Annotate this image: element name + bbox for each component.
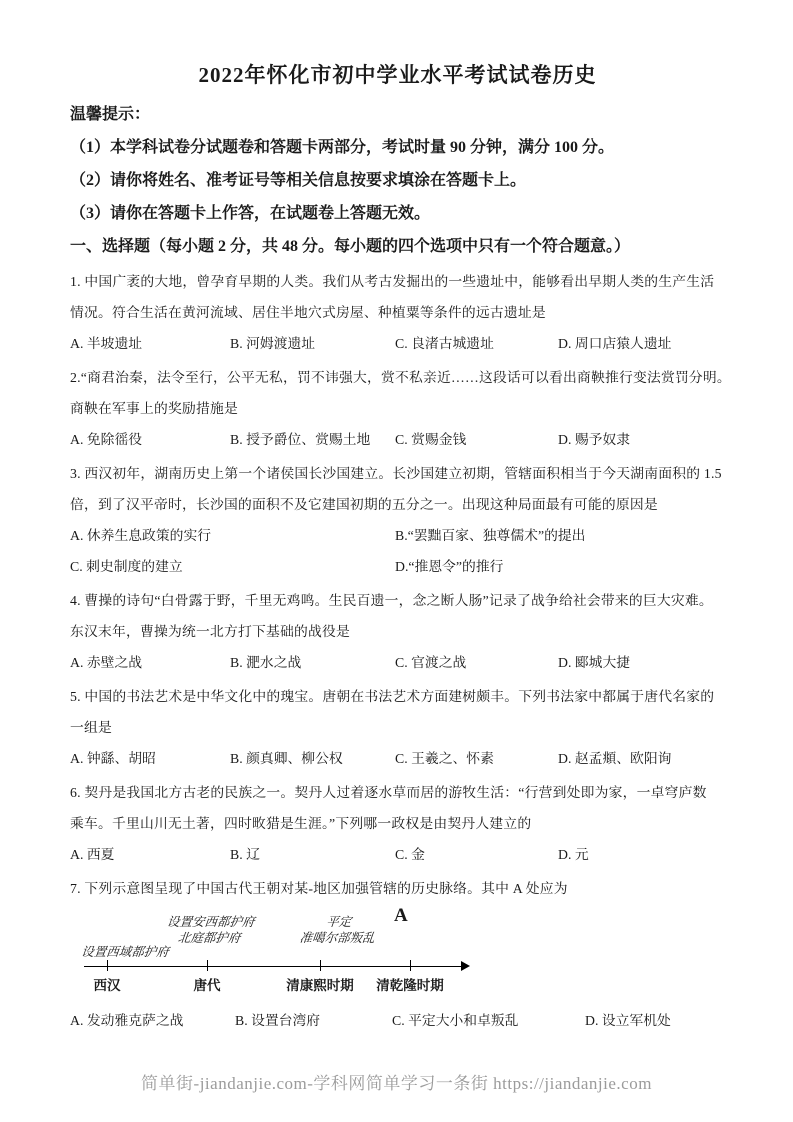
question-6: [70, 777, 725, 870]
question-5-options: [70, 743, 725, 774]
timeline-event-label: 平定: [325, 915, 353, 929]
question-1: [70, 266, 725, 359]
question-2-options: [70, 424, 725, 455]
option-c: C. 刺史制度的建立: [70, 559, 183, 574]
question-1-line-2: 情况。符合生活在黄河流域、居住半地穴式房屋、种植粟等条件的远古遗址是: [70, 305, 546, 320]
timeline-event-label: 设置西域都护府: [80, 945, 170, 959]
question-4-line-1: 4. 曹操的诗句“白骨露于野，千里无鸡鸣。生民百遗一，念之断人肠”记录了战争给社会带来的巨大灾难。: [70, 593, 713, 608]
option-d: D. 赵孟頫、欧阳询: [558, 751, 672, 766]
question-5-line-2: 一组是: [70, 720, 112, 735]
era-label-xihan: 西汉: [93, 978, 121, 993]
option-d: D. 设立军机处: [585, 1013, 671, 1028]
option-b: B. 辽: [230, 847, 260, 862]
timeline-axis: [84, 966, 462, 967]
question-6-line-2: 乘车。千里山川无土著，四时畋猎是生涯。”下列哪一政权是由契丹人建立的: [70, 816, 532, 831]
option-d: D. 赐予奴隶: [558, 432, 631, 447]
timeline-tick: [207, 960, 208, 971]
question-2-line-2: 商鞅在军事上的奖励措施是: [70, 401, 238, 416]
option-c: C. 平定大小和卓叛乱: [392, 1013, 519, 1028]
question-2-line-1: 2.“商君治秦，法令至行，公平无私，罚不讳强大，赏不私亲近……这段话可以看出商鞅推行变法赏罚分明。: [70, 370, 731, 385]
question-7: [70, 873, 725, 1036]
question-6-options: [70, 839, 725, 870]
question-1-options: [70, 328, 725, 359]
timeline-tick: [410, 960, 411, 971]
timeline-event-label: 设置安西都护府: [166, 915, 256, 929]
option-b: B. 授予爵位、赏赐土地: [230, 432, 371, 447]
question-2: [70, 362, 731, 455]
question-5-line-1: 5. 中国的书法艺术是中华文化中的瑰宝。唐朝在书法艺术方面建树颇丰。下列书法家中都属于唐代名家的: [70, 689, 715, 704]
option-b: B. 颜真卿、柳公权: [230, 751, 343, 766]
footer-watermark: 简单街-jiandanjie.com-学科网简单学习一条街 https://jiandanjie.com: [141, 1074, 652, 1093]
option-a: A. 赤壁之战: [70, 655, 143, 670]
option-a: A. 发动雅克萨之战: [70, 1013, 184, 1028]
timeline-marker-a: A: [394, 905, 408, 926]
option-b: B. 设置台湾府: [235, 1013, 321, 1028]
section-header: 一、选择题（每小题 2 分，共 48 分。每小题的四个选项中只有一个符合题意。）: [70, 238, 631, 255]
timeline-event-anxi-beiting: [165, 914, 256, 946]
timeline-event-label: 准噶尔部叛乱: [298, 931, 376, 945]
option-c: C. 官渡之战: [395, 655, 467, 670]
notice-block: [70, 98, 725, 230]
option-b: B. 河姆渡遗址: [230, 336, 316, 351]
option-d: D. 周口店猿人遗址: [558, 336, 672, 351]
question-4: [70, 585, 725, 678]
era-label-tangdai: 唐代: [193, 978, 221, 993]
timeline-arrow-icon: [461, 961, 470, 971]
notice-line-2: （2）请你将姓名、准考证号等相关信息按要求填涂在答题卡上。: [70, 172, 527, 189]
notice-header: 温馨提示：: [70, 106, 151, 123]
timeline-event-xiyu-duhufu: [80, 944, 169, 960]
option-b: B.“罢黜百家、独尊儒术”的提出: [395, 528, 586, 543]
timeline-diagram: [70, 905, 725, 1005]
question-3-options: [70, 520, 725, 582]
timeline-tick: [320, 960, 321, 971]
option-b: B. 淝水之战: [230, 655, 302, 670]
question-7-options: [70, 1005, 725, 1036]
notice-line-3: （3）请你在答题卡上作答，在试题卷上答题无效。: [70, 205, 431, 222]
question-4-options: [70, 647, 725, 678]
question-4-line-2: 东汉末年，曹操为统一北方打下基础的战役是: [70, 624, 350, 639]
option-c: C. 赏赐金钱: [395, 432, 467, 447]
option-d: D. 元: [558, 847, 589, 862]
option-a: A. 休养生息政策的实行: [70, 528, 212, 543]
question-3-line-1: 3. 西汉初年，湖南历史上第一个诸侯国长沙国建立。长沙国建立初期，管辖面积相当于今天湖南面积的 1.5: [70, 466, 722, 481]
option-a: A. 西夏: [70, 847, 115, 862]
timeline-tick: [107, 960, 108, 971]
notice-line-1: （1）本学科试卷分试题卷和答题卡两部分，考试时量 90 分钟，满分 100 分。: [70, 139, 615, 156]
option-c: C. 王羲之、怀素: [395, 751, 494, 766]
question-7-line-1: 7. 下列示意图呈现了中国古代王朝对某-地区加强管辖的历史脉络。其中 A 处应为: [70, 881, 568, 896]
option-d: D. 郾城大捷: [558, 655, 631, 670]
question-3-line-2: 倍，到了汉平帝时，长沙国的面积不及它建国初期的五分之一。出现这种局面最有可能的原因是: [70, 497, 658, 512]
question-6-line-1: 6. 契丹是我国北方古老的民族之一。契丹人过着逐水草而居的游牧生活：“行营到处即为家，一卓穹庐数: [70, 785, 707, 800]
era-label-qing-kangxi: 清康熙时期: [286, 978, 354, 993]
timeline-event-label: 北庭都护府: [177, 931, 242, 945]
era-label-qing-qianlong: 清乾隆时期: [376, 978, 444, 993]
question-1-line-1: 1. 中国广袤的大地，曾孕育早期的人类。我们从考古发掘出的一些遗址中，能够看出早期人类的生产生活: [70, 274, 715, 289]
option-a: A. 半坡遗址: [70, 336, 143, 351]
option-c: C. 金: [395, 847, 425, 862]
option-a: A. 钟繇、胡昭: [70, 751, 156, 766]
question-5: [70, 681, 725, 774]
timeline-event-zhungeer: [299, 914, 377, 946]
page-title: 2022年怀化市初中学业水平考试试卷历史: [198, 63, 597, 87]
option-d: D.“推恩令”的推行: [395, 559, 504, 574]
option-c: C. 良渚古城遗址: [395, 336, 494, 351]
question-3: [70, 458, 725, 582]
option-a: A. 免除徭役: [70, 432, 143, 447]
